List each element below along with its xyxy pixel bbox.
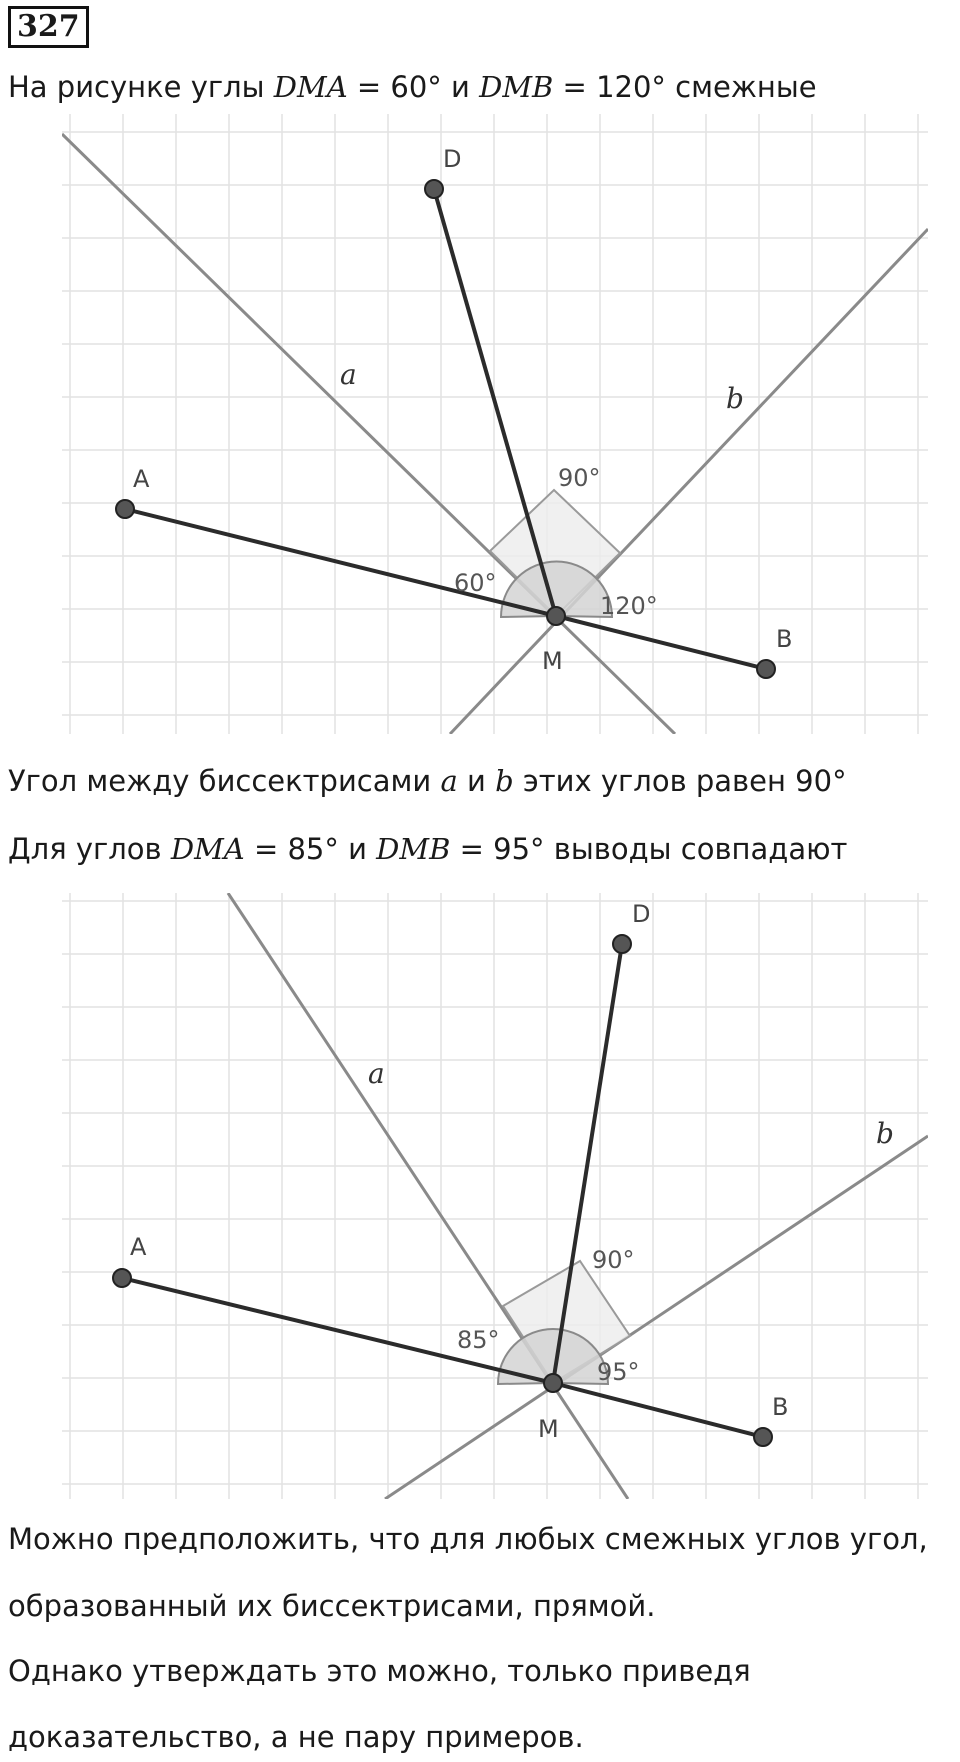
conclusion-line-4: доказательство, а не пару примеров. <box>8 1720 584 1754</box>
label-bisector-a: a <box>340 358 357 391</box>
label-angle-right: 90° <box>592 1246 635 1274</box>
bisector-a <box>62 134 675 734</box>
result-prefix: Угол между биссектрисами <box>8 764 432 798</box>
label-angle-dma: 60° <box>454 569 497 597</box>
result-suffix: этих углов равен 90° <box>522 764 847 798</box>
point-d <box>425 180 443 198</box>
point-d <box>613 935 631 953</box>
angle2-dma-value: = 85° и <box>253 832 367 866</box>
point-b <box>757 660 775 678</box>
intro2-line <box>8 832 847 866</box>
figure-1 <box>0 114 960 734</box>
point-b <box>754 1428 772 1446</box>
angle2-dma-name: DMA <box>170 832 245 866</box>
label-angle-dmb: 95° <box>597 1358 640 1386</box>
label-m: M <box>542 647 563 675</box>
label-d: D <box>443 145 462 173</box>
result-bisector-b: b <box>495 764 514 798</box>
problem-number: 327 <box>8 6 89 48</box>
label-a: A <box>133 465 150 493</box>
ray-ma <box>125 509 556 616</box>
result-bisector-a: a <box>440 764 458 798</box>
intro2-prefix: Для углов <box>8 832 162 866</box>
label-b: B <box>772 1393 789 1421</box>
label-bisector-b: b <box>876 1117 894 1150</box>
conclusion-line-3: Однако утверждать это можно, только приведя <box>8 1654 751 1688</box>
label-b: B <box>776 625 793 653</box>
conclusion-line-1: Можно предположить, что для любых смежных углов угол, <box>8 1522 928 1556</box>
angle-dmb-value: = 120° смежные <box>562 70 817 104</box>
intro-line <box>8 70 817 104</box>
label-bisector-a: a <box>368 1057 385 1090</box>
bisector-b <box>385 1136 928 1499</box>
label-angle-dma: 85° <box>457 1326 500 1354</box>
ray-mb <box>556 616 766 669</box>
result-mid: и <box>466 764 486 798</box>
point-a <box>116 500 134 518</box>
point-m <box>547 607 565 625</box>
label-bisector-b: b <box>726 382 744 415</box>
bisector-a <box>228 893 628 1499</box>
conclusion-line-2: образованный их биссектрисами, прямой. <box>8 1589 656 1623</box>
label-d: D <box>632 900 651 928</box>
point-a <box>113 1269 131 1287</box>
label-a: A <box>130 1233 147 1261</box>
label-angle-right: 90° <box>558 464 601 492</box>
angle-dmb-name: DMB <box>479 70 554 104</box>
point-m <box>544 1374 562 1392</box>
figure-2 <box>0 893 960 1499</box>
intro-prefix: На рисунке углы <box>8 70 265 104</box>
bisector-b <box>450 229 928 734</box>
label-angle-dmb: 120° <box>600 592 658 620</box>
angle2-dmb-value: = 95° выводы совпадают <box>459 832 848 866</box>
label-m: M <box>538 1415 559 1443</box>
grid <box>0 114 960 734</box>
ray-mb <box>553 1383 763 1437</box>
angle-dma-value: = 60° и <box>356 70 470 104</box>
result-line <box>8 764 847 798</box>
angle2-dmb-name: DMB <box>376 832 451 866</box>
angle-dma-name: DMA <box>273 70 348 104</box>
grid <box>0 893 960 1499</box>
